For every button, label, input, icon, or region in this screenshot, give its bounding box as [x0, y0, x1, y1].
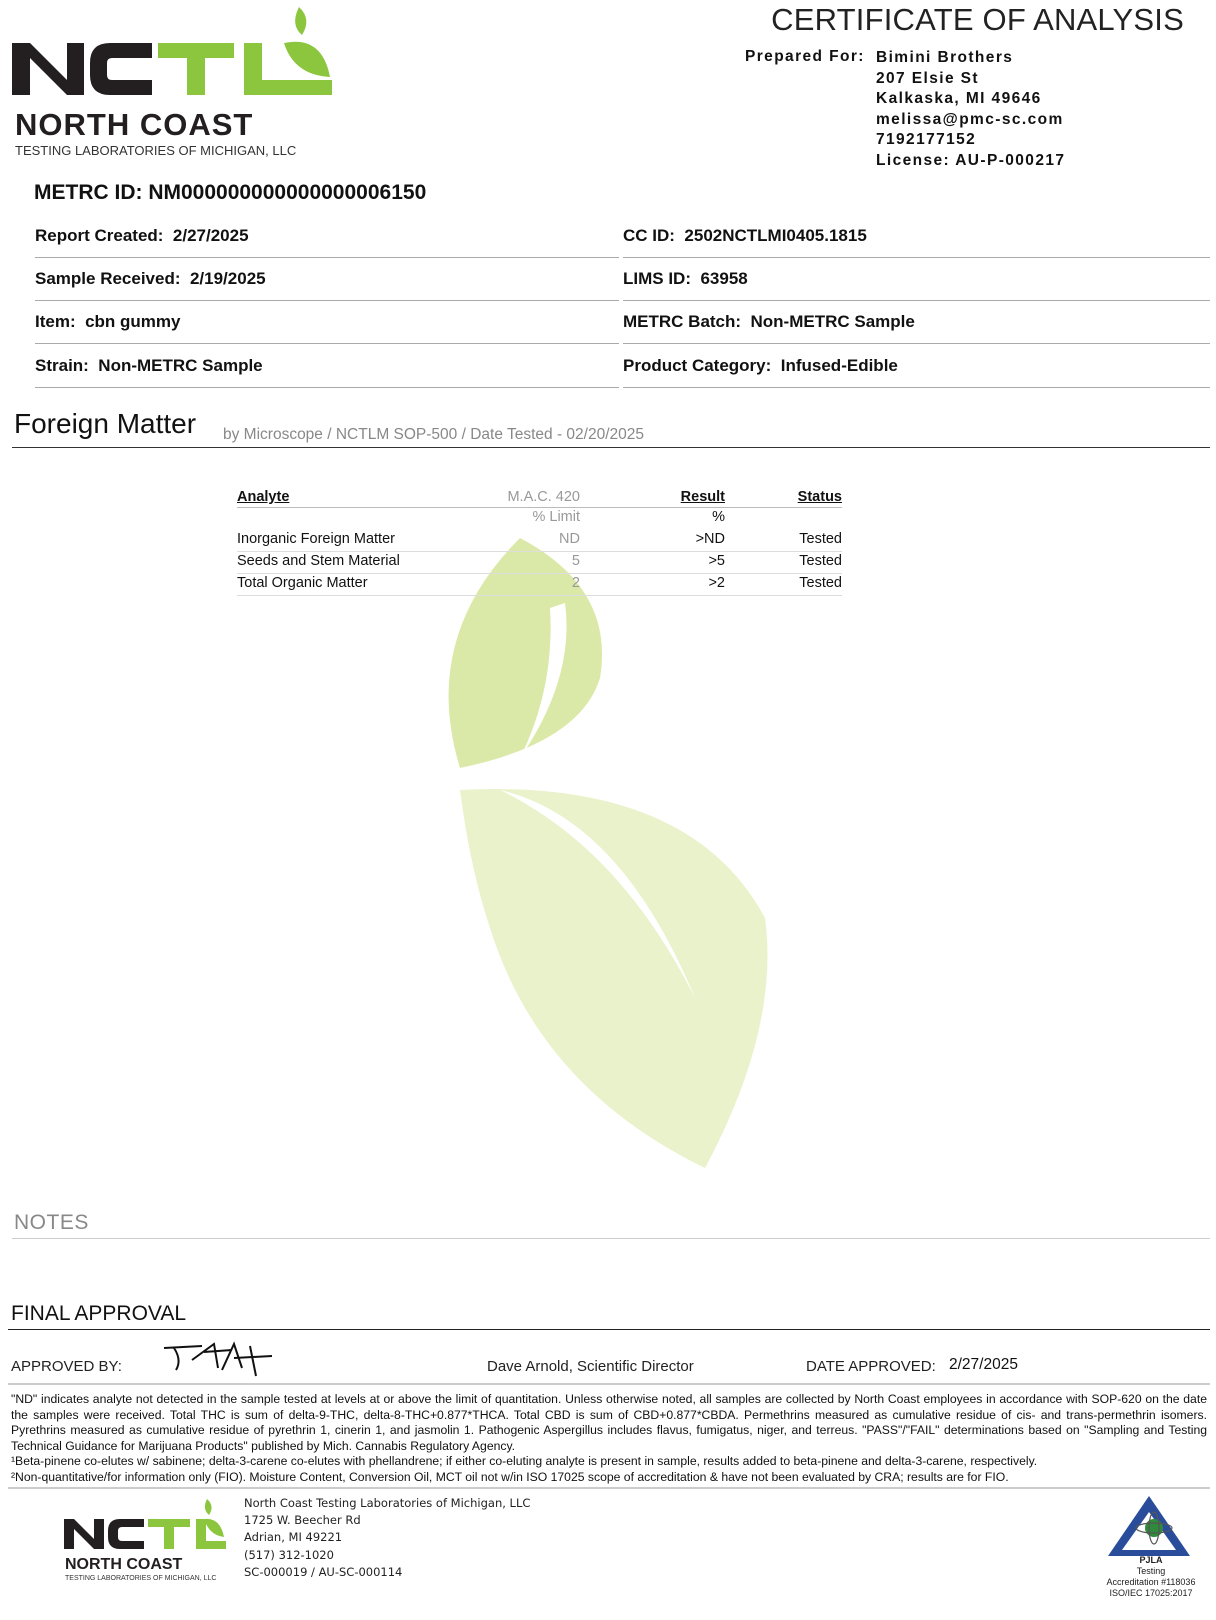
logo-subtitle: TESTING LABORATORIES OF MICHIGAN, LLC: [15, 143, 297, 158]
lab-street: 1725 W. Beecher Rd: [244, 1513, 361, 1528]
sample-received-value: 2/19/2025: [189, 269, 266, 288]
footnote-1: ¹Beta-pinene co-elutes w/ sabinene; delta-3-carene co-elutes with phellandrene; if either co-eluting analyte is present in sample, results added to beta-pinene and delta-3-carene, respectively.: [11, 1454, 1038, 1469]
date-approved-value: 2/27/2025: [949, 1356, 1018, 1373]
client-street: 207 Elsie St: [876, 69, 979, 87]
cell-status: Tested: [799, 553, 842, 569]
pjla-text: [1085, 1555, 1216, 1599]
strain-value: Non-METRC Sample: [98, 356, 263, 375]
small-logo-subtitle: TESTING LABORATORIES OF MICHIGAN, LLC: [65, 1575, 217, 1582]
lab-address-block: [244, 1495, 530, 1581]
cell-analyte: Total Organic Matter: [237, 575, 368, 591]
metrc-batch: [623, 301, 1210, 344]
approved-by-label: APPROVED BY:: [11, 1358, 122, 1375]
disclaimer-text: [11, 1392, 1207, 1486]
cc-id-label: CC ID:: [623, 226, 675, 245]
header-status: Status: [797, 489, 842, 505]
cell-limit: 5: [571, 553, 580, 569]
document-title: CERTIFICATE OF ANALYSIS: [771, 2, 1184, 37]
approver-name: Dave Arnold, Scientific Director: [487, 1358, 694, 1375]
section-title: Foreign Matter: [14, 408, 197, 439]
header-analyte: Analyte: [237, 489, 290, 505]
fine-print-divider: [8, 1383, 1210, 1385]
sample-received: [35, 258, 619, 301]
pjla-accreditation: Accreditation #118036: [1106, 1577, 1196, 1587]
pjla-accreditation-logo: [1106, 1494, 1192, 1564]
table-row: [237, 529, 842, 552]
cell-status: Tested: [799, 575, 842, 591]
report-created: [35, 215, 619, 258]
table-units-row: [237, 507, 842, 529]
cell-status: Tested: [799, 531, 842, 547]
metrc-batch-value: Non-METRC Sample: [750, 312, 915, 331]
north-coast-logo-small: [64, 1497, 229, 1583]
table-row: [237, 573, 842, 596]
cell-result: >5: [708, 553, 725, 569]
cell-limit: 2: [571, 575, 580, 591]
cell-analyte: Inorganic Foreign Matter: [237, 531, 395, 547]
table-row: [237, 551, 842, 574]
leaf-watermark-icon: [440, 528, 770, 1168]
lab-phone: (517) 312-1020: [244, 1547, 334, 1562]
table-header: [237, 487, 842, 509]
cc-id-value: 2502NCTLMI0405.1815: [684, 226, 867, 245]
client-email: melissa@pmc-sc.com: [876, 110, 1064, 128]
pjla-iso: ISO/IEC 17025:2017: [1109, 1588, 1193, 1598]
section-subtitle: by Microscope / NCTLM SOP-500 / Date Tested - 02/20/2025: [223, 426, 644, 443]
cell-analyte: Seeds and Stem Material: [237, 553, 400, 569]
date-approved-label: DATE APPROVED:: [806, 1358, 936, 1375]
client-city: Kalkaska, MI 49646: [876, 90, 1042, 107]
metrc-batch-label: METRC Batch:: [623, 312, 742, 331]
strain: [35, 345, 619, 388]
section-divider: [12, 447, 1210, 448]
north-coast-logo: [12, 5, 342, 163]
item: [35, 301, 619, 344]
header-limit: M.A.C. 420: [507, 489, 580, 505]
lab-city: Adrian, MI 49221: [244, 1530, 343, 1545]
lims-id-value: 63958: [700, 269, 748, 288]
lims-id-label: LIMS ID:: [623, 269, 691, 288]
item-label: Item:: [35, 312, 76, 331]
product-category-label: Product Category:: [623, 356, 772, 375]
item-value: cbn gummy: [85, 312, 181, 331]
small-logo-name: NORTH COAST: [65, 1556, 183, 1573]
pjla-testing: Testing: [1136, 1566, 1166, 1576]
sample-received-label: Sample Received:: [35, 269, 181, 288]
signature-image: [162, 1340, 274, 1378]
footer-divider: [8, 1487, 1210, 1489]
cell-result: >2: [708, 575, 725, 591]
lims-id: [623, 258, 1210, 301]
notes-divider: [12, 1238, 1210, 1239]
unit-result: %: [712, 509, 725, 525]
header-result: Result: [680, 489, 725, 505]
unit-limit: % Limit: [532, 509, 580, 525]
disclaimer-paragraph: "ND" indicates analyte not detected in the sample tested at levels at or above the limit of quantitation. Unless otherwise noted, all samples are collected by North Coast employees in accordance with SOP-620 on the date the samples were received. Total THC is sum of delta-9-THC, delta-8-THC+0.877*THCA. Total CBD is sum of CBD+0.877*CBDA. Permethrins measured as cumulative residue of cis- and trans-permethrin isomers. Pyrethrins measured as cumulative residue of pyrethrin 1, cinerin 1, and jasmolin 1. Pathogenic Aspergillus includes flavus, fumigatus, niger, and terreus. "PASS"/"FAIL" determinations based on "Sampling and Testing Technical Guidance for Marijuana Products" published by Mich. Cannabis Regulatory Agency.: [11, 1392, 1207, 1453]
prepared-for-label: Prepared For:: [745, 48, 865, 65]
notes-title: NOTES: [14, 1211, 89, 1234]
cell-limit: ND: [559, 531, 580, 547]
client-name: Bimini Brothers: [876, 49, 1014, 66]
final-approval-divider: [8, 1329, 1210, 1330]
cell-result: >ND: [695, 531, 725, 547]
cc-id: [623, 215, 1210, 258]
report-created-label: Report Created:: [35, 226, 164, 245]
client-address-block: [876, 48, 1065, 171]
final-approval-title: FINAL APPROVAL: [11, 1302, 187, 1325]
client-license: License: AU-P-000217: [876, 151, 1066, 169]
metrc-id: METRC ID: NM000000000000000006150: [34, 181, 427, 204]
lab-name: North Coast Testing Laboratories of Michigan, LLC: [244, 1496, 531, 1510]
product-category-value: Infused-Edible: [780, 356, 898, 375]
pjla-name: PJLA: [1139, 1555, 1163, 1565]
footnote-2: ²Non-quantitative/for information only (FIO). Moisture Content, Conversion Oil, MCT oil not w/in ISO 17025 scope of accreditation & have not been evaluated by CRA; results are for FIO.: [11, 1469, 1009, 1484]
lab-license: SC-000019 / AU-SC-000114: [244, 1564, 403, 1579]
client-phone: 7192177152: [876, 131, 977, 148]
logo-name: NORTH COAST: [15, 107, 254, 142]
product-category: [623, 345, 1210, 388]
report-created-value: 2/27/2025: [172, 226, 249, 245]
strain-label: Strain:: [35, 356, 89, 375]
